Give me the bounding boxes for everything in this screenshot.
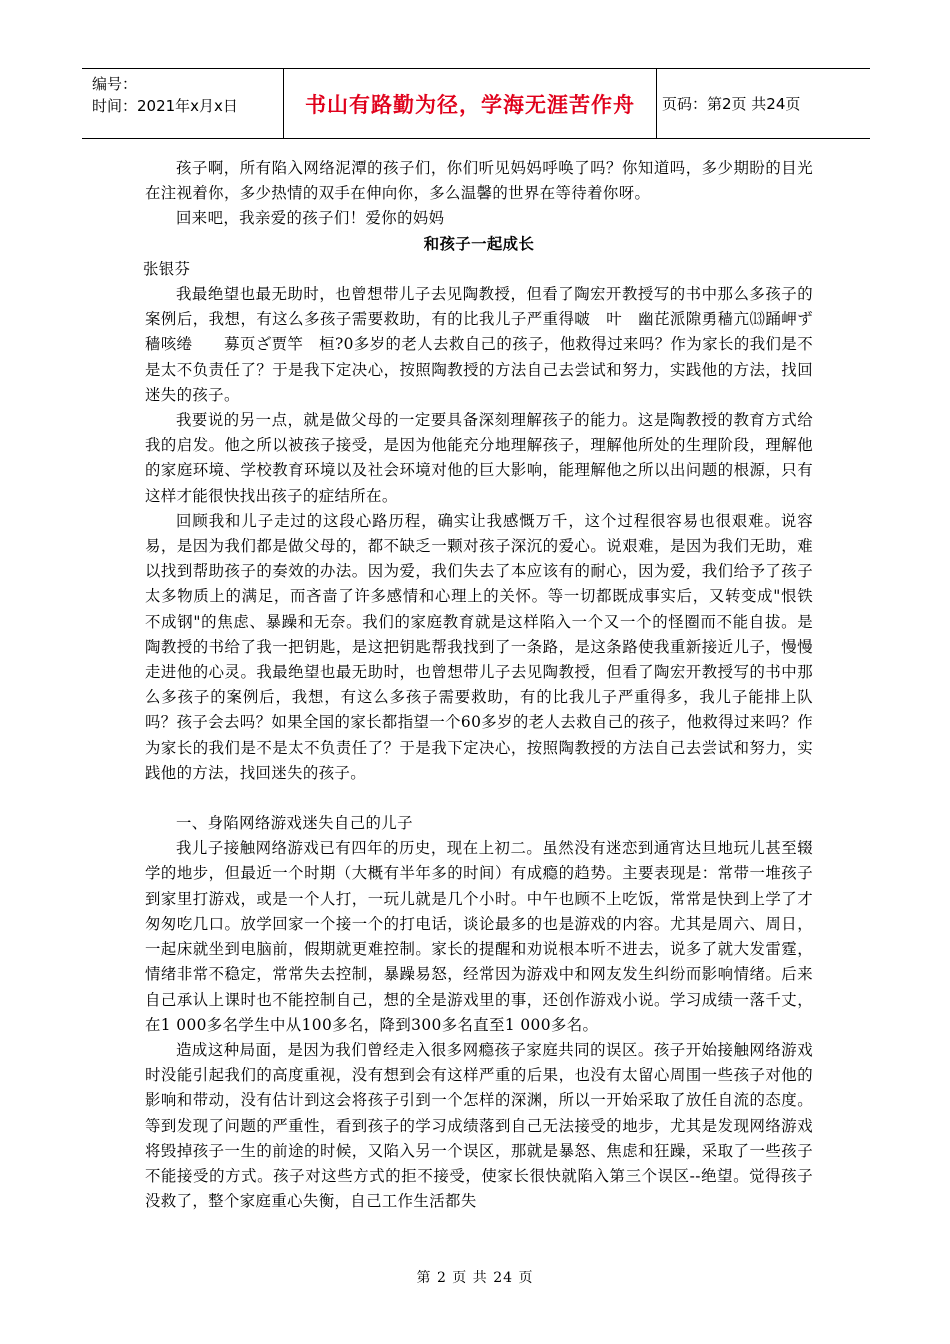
header-page-info: 页码：第2页 共24页 — [662, 95, 801, 113]
paragraph: 孩子啊，所有陷入网络泥潭的孩子们，你们听见妈妈呼唤了吗？你知道吗，多少期盼的目光在注视着你，多少热情的双手在伸向你，多么温馨的世界在等待着你呀。 — [145, 159, 813, 203]
document-body — [145, 156, 813, 1214]
paragraph: 造成这种局面，是因为我们曾经走入很多网瘾孩子家庭共同的误区。孩子开始接触网络游戏时没能引起我们的高度重视，没有想到会有这样严重的后果，也没有太留心周围一些孩子对他的影响和带动，没有估计到这会将孩子引到一个怎样的深渊，所以一开始采取了放任自流的态度。等到发现了问题的严重性，看到孩子的学习成绩落到自己无法接受的地步，尤其是发现网络游戏将毁掉孩子一生的前途的时候，又陷入另一个误区，那就是暴怒、焦虑和狂躁，采取了一些孩子不能接受的方式。孩子对这些方式的拒不接受，使家长很快就陷入第三个误区--绝望。觉得孩子没救了，整个家庭重心失衡，自己工作生活都失 — [145, 1040, 813, 1211]
paragraph: 回顾我和儿子走过的这段心路历程，确实让我感慨万千，这个过程很容易也很艰难。说容易，是因为我们都是做父母的，都不缺乏一颗对孩子深沉的爱心。说艰难，是因为我们无助，难以找到帮助孩子的奏效的办法。因为爱，我们失去了本应该有的耐心，因为爱，我们给予了孩子太多物质上的满足，而吝啬了许多感情和心理上的关怀。等一切都既成事实后，又转变成"恨铁不成钢"的焦虑、暴躁和无奈。我们的家庭教育就是这样陷入一个又一个的怪圈而不能自拔。是陶教授的书给了我一把钥匙，是这把钥匙帮我找到了一条路，是这条路使我重新接近儿子，慢慢走进他的心灵。我最绝望也最无助时，也曾想带儿子去见陶教授，但看了陶宏开教授写的书中那么多孩子的案例后，我想，有这么多孩子需要救助，有的比我儿子严重得多，我儿子能排上队吗？孩子会去吗？如果全国的家长都指望一个60多岁的老人去救自己的孩子，他救得过来吗？作为家长的我们是不是太不负责任了？于是我下定决心，按照陶教授的方法自己去尝试和努力，实践他的方法，找回迷失的孩子。 — [145, 511, 813, 782]
date-label: 时间：2021年x月x日 — [92, 97, 238, 115]
article-title: 和孩子一起成长 — [423, 234, 535, 253]
blank-line — [145, 786, 813, 811]
header-divider — [656, 69, 657, 138]
paragraph: 我要说的另一点，就是做父母的一定要具备深刻理解孩子的能力。这是陶教授的教育方式给我的启发。他之所以被孩子接受，是因为他能充分地理解孩子，理解他所处的生理阶段，理解他的家庭环境、学校教育环境以及社会环境对他的巨大影响，能理解他之所以出问题的根源，只有这样才能很快找出孩子的症结所在。 — [145, 411, 813, 505]
page-footer: 第 2 页 共 24 页 — [416, 1270, 534, 1286]
paragraph: 我最绝望也最无助时，也曾想带儿子去见陶教授，但看了陶宏开教授写的书中那么多孩子的案例后，我想，有这么多孩子需要救助，有的比我儿子严重得啵 叶 幽芘派隙勇穑亢⒀踊岬ず穑咳绻 募页ざ贾竿 桓?0多岁的老人去救自己的孩子，他救得过来吗？作为家长的我们是不是太不负责任了？于是我下定决心，按照陶教授的方法自己去尝试和努力，实践他的方法，找回迷失的孩子。 — [145, 285, 813, 404]
header-motto: 书山有路勤为径，学海无涯苦作舟 — [305, 92, 635, 117]
author-name: 张银芬 — [143, 259, 191, 278]
page-header — [82, 68, 870, 139]
number-label: 编号： — [92, 75, 138, 93]
paragraph: 我儿子接触网络游戏已有四年的历史，现在上初二。虽然没有迷恋到通宵达旦地玩儿甚至辍学的地步，但最近一个时期（大概有半年多的时间）有成瘾的趋势。主要表现是：常带一堆孩子到家里打游戏，或是一个人打，一玩儿就是几个小时。中午也顾不上吃饭，常常是快到上学了才匆匆吃几口。放学回家一个接一个的打电话，谈论最多的也是游戏的内容。尤其是周六、周日，一起床就坐到电脑前，假期就更难控制。家长的提醒和劝说根本听不进去，说多了就大发雷霆，情绪非常不稳定，常常失去控制，暴躁易怒，经常因为游戏中和网友发生纠纷而影响情绪。后来自己承认上课时也不能控制自己，想的全是游戏里的事，还创作游戏小说。学习成绩一落千丈，在1 000多名学生中从100多名，降到300多名直至1 000多名。 — [145, 839, 813, 1034]
paragraph: 回来吧，我亲爱的孩子们！爱你的妈妈 — [176, 209, 445, 228]
section-heading: 一、身陷网络游戏迷失自己的儿子 — [176, 814, 413, 833]
header-meta — [82, 69, 282, 138]
